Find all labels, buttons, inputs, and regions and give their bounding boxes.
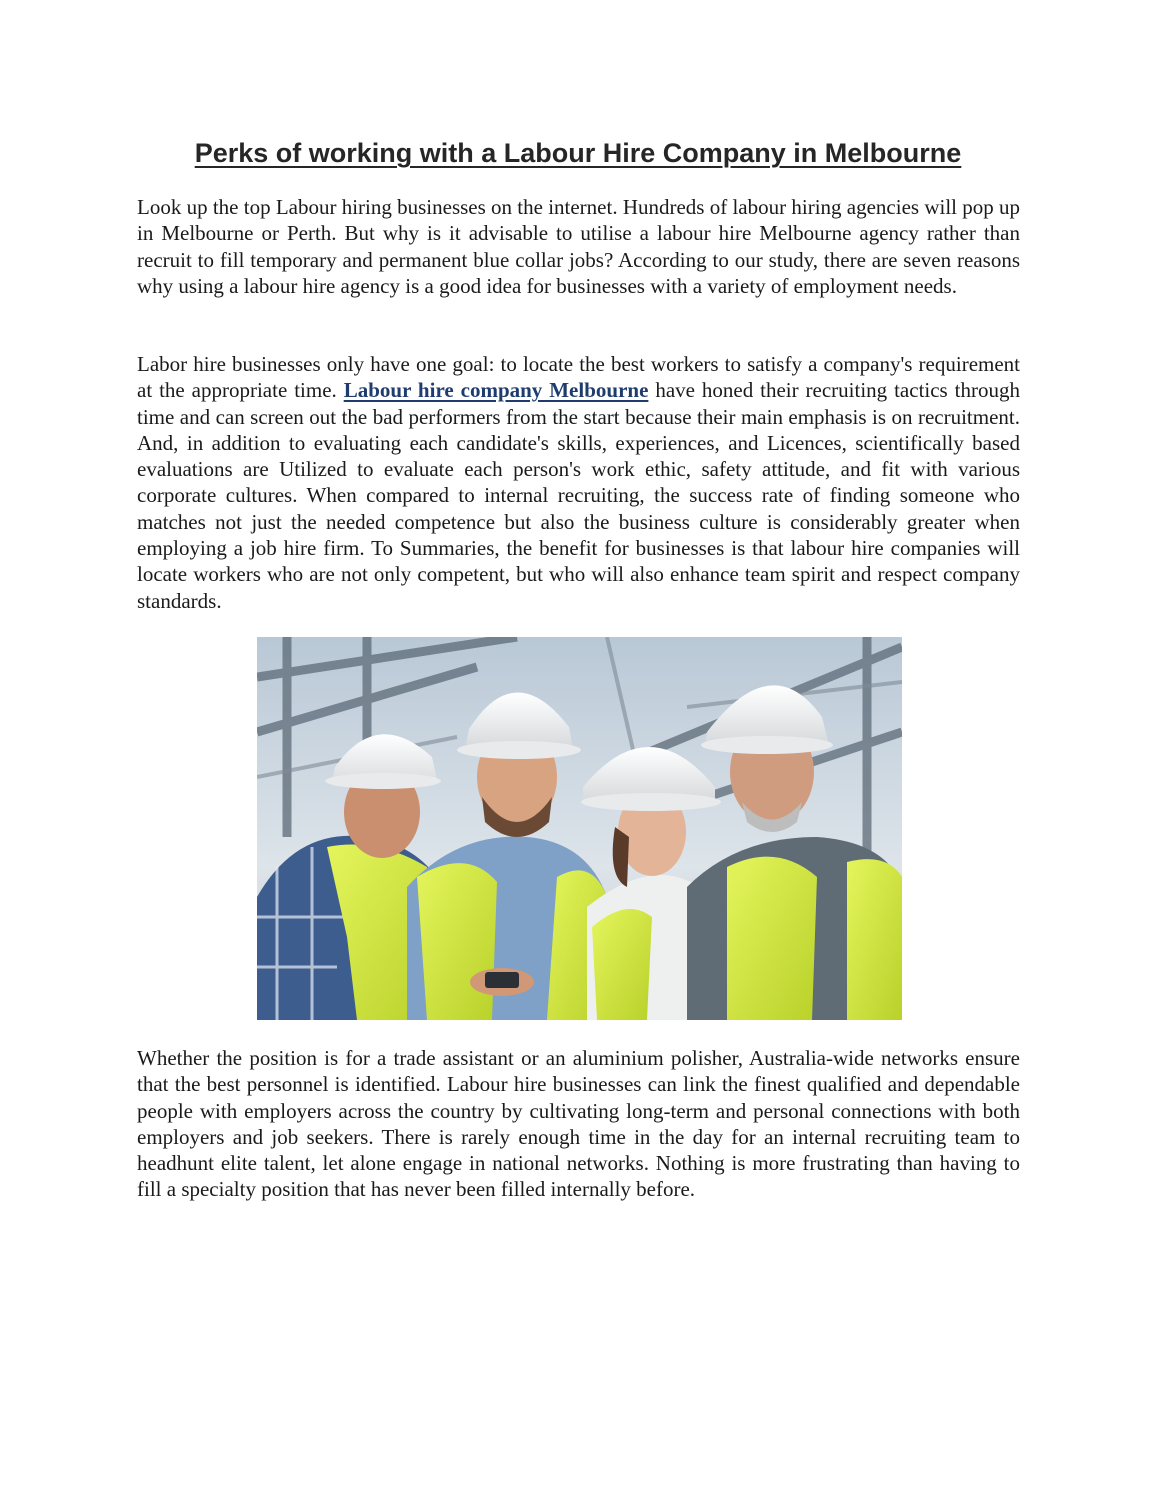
paragraph-text-after-link: have honed their recruiting tactics through time and can screen out the bad performers from the start because their main emphasis is on recruitment. And, in addition to evaluating each candidate's skills, experiences, and Licences, scientifically based evaluations are Utilized to evaluate each person's work ethic, safety attitude, and fit with various corporate cultures. When compared to internal recruiting, the success rate of finding someone who matches not just the needed competence but also the business culture is considerably greater when employing a job hire firm. To Summaries, the benefit for businesses is that labour hire companies will locate workers who are not only competent, but who will also enhance team spirit and respect company standards. xyxy=(137,378,1020,613)
paragraph-networks: Whether the position is for a trade assistant or an aluminium polisher, Australia-wide networks ensure that the best personnel is identified. Labour hire businesses can link the finest qualified and dependable people with employers across the country by cultivating long-term and personal connections with both employers and job seekers. There is rarely enough time in the day for an internal recruiting team to headhunt elite talent, let alone engage in national networks. Nothing is more frustrating than having to fill a specialty position that has never been filled internally before. xyxy=(137,1046,1020,1202)
construction-workers-photo xyxy=(257,637,902,1020)
paragraph-intro: Look up the top Labour hiring businesses on the internet. Hundreds of labour hiring agencies will pop up in Melbourne or Perth. But why is it advisable to utilise a labour hire Melbourne agency rather than recruit to fill temporary and permanent blue collar jobs? According to our study, there are seven reasons why using a labour hire agency is a good idea for businesses with a variety of employment needs. xyxy=(137,195,1020,298)
paragraph-labour-hire xyxy=(137,351,1020,614)
page-title: Perks of working with a Labour Hire Company in Melbourne xyxy=(194,138,962,168)
labour-hire-company-melbourne-link[interactable]: Labour hire company Melbourne xyxy=(343,378,649,403)
paragraph-text-before-link: Labor hire businesses only have one goal: to locate the best workers to satisfy a company's requirement at the appropriate time. xyxy=(137,352,1020,403)
